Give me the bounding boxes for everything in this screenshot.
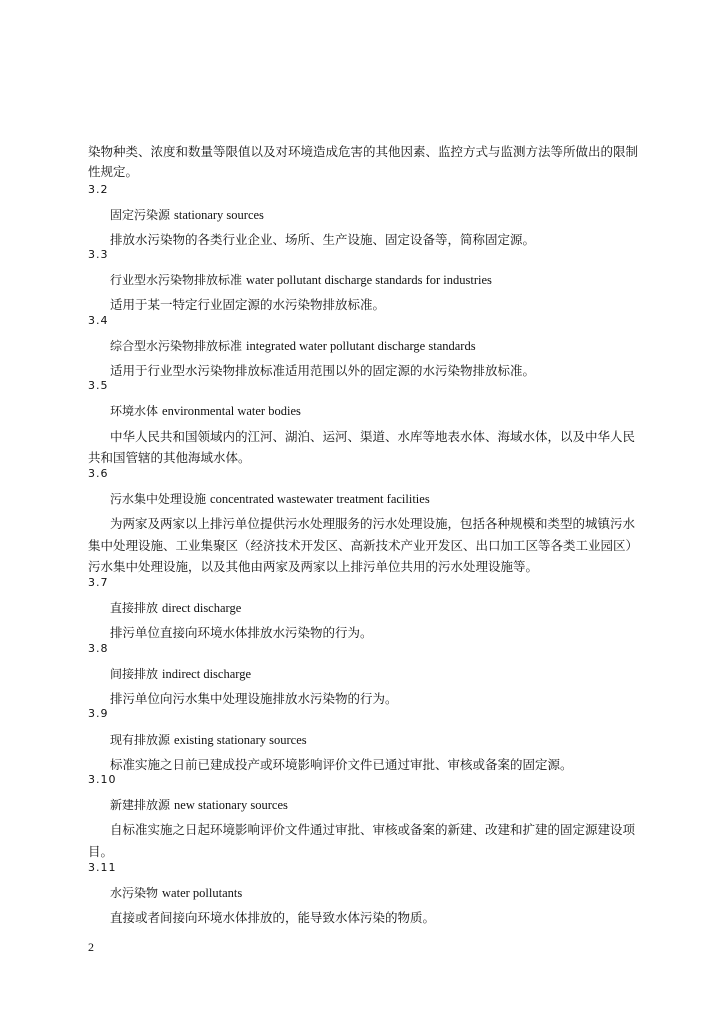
- definition-line: 中华人民共和国领域内的江河、湖泊、运河、渠道、水库等地表水体、海域水体，以及中华人民: [110, 429, 636, 444]
- term-en: new stationary sources: [174, 798, 288, 812]
- lead-line-2: 性规定。: [88, 164, 139, 179]
- section-number: 3.5: [88, 379, 109, 392]
- term-zh: 直接排放: [110, 601, 159, 615]
- term-heading: [110, 401, 301, 421]
- term-en: concentrated wastewater treatment facilities: [210, 492, 430, 506]
- term-heading: [110, 598, 241, 618]
- section-number: 3.4: [88, 314, 109, 327]
- term-en: environmental water bodies: [162, 404, 301, 418]
- definition-line: 共和国管辖的其他海域水体。: [88, 450, 251, 465]
- term-zh: 现有排放源: [110, 733, 171, 747]
- term-heading: [110, 795, 288, 815]
- definition-line: 排污单位直接向环境水体排放水污染物的行为。: [110, 625, 373, 640]
- definition-line: 目。: [88, 844, 114, 859]
- term-en: water pollutants: [162, 886, 243, 900]
- section-number: 3.7: [88, 576, 109, 589]
- term-en: integrated water pollutant discharge standards: [246, 339, 476, 353]
- section-number: 3.8: [88, 642, 109, 655]
- term-heading: [110, 336, 476, 356]
- term-zh: 间接排放: [110, 667, 159, 681]
- term-en: water pollutant discharge standards for industries: [246, 273, 492, 287]
- section-number: 3.11: [88, 861, 117, 874]
- term-zh: 固定污染源: [110, 208, 171, 222]
- definition-line: 污水集中处理设施，以及其他由两家及两家以上排污单位共用的污水处理设施等。: [88, 559, 539, 574]
- term-en: direct discharge: [162, 601, 242, 615]
- term-en: stationary sources: [174, 208, 264, 222]
- term-en: indirect discharge: [162, 667, 251, 681]
- term-heading: [110, 489, 430, 509]
- term-en: existing stationary sources: [174, 733, 307, 747]
- definition-line: 直接或者间接向环境水体排放的，能导致水体污染的物质。: [110, 910, 436, 925]
- definition-line: 标准实施之日前已建成投产或环境影响评价文件已通过审批、审核或备案的固定源。: [110, 757, 573, 772]
- section-number: 3.9: [88, 707, 109, 720]
- lead-line-1: 染物种类、浓度和数量等限值以及对环境造成危害的其他因素、监控方式与监测方法等所做出的限制: [88, 144, 639, 159]
- section-number: 3.10: [88, 773, 117, 786]
- term-heading: [110, 270, 492, 290]
- term-zh: 综合型水污染物排放标准: [110, 339, 243, 353]
- term-heading: [110, 664, 251, 684]
- definition-line: 为两家及两家以上排污单位提供污水处理服务的污水处理设施，包括各种规模和类型的城镇污水: [110, 516, 636, 531]
- definition-line: 集中处理设施、工业集聚区（经济技术开发区、高新技术产业开发区、出口加工区等各类工业园区）: [88, 538, 639, 553]
- term-heading: [110, 730, 307, 750]
- section-number: 3.2: [88, 183, 109, 196]
- definition-line: 适用于某一特定行业固定源的水污染物排放标准。: [110, 297, 386, 312]
- term-zh: 行业型水污染物排放标准: [110, 273, 243, 287]
- term-zh: 水污染物: [110, 886, 159, 900]
- term-zh: 新建排放源: [110, 798, 171, 812]
- term-zh: 环境水体: [110, 404, 159, 418]
- section-number: 3.6: [88, 467, 109, 480]
- definition-line: 自标准实施之日起环境影响评价文件通过审批、审核或备案的新建、改建和扩建的固定源建设项: [110, 822, 636, 837]
- page-number: 2: [88, 940, 94, 954]
- definition-line: 排污单位向污水集中处理设施排放水污染物的行为。: [110, 691, 398, 706]
- definition-line: 排放水污染物的各类行业企业、场所、生产设施、固定设备等，简称固定源。: [110, 232, 536, 247]
- term-heading: [110, 883, 242, 903]
- definition-line: 适用于行业型水污染物排放标准适用范围以外的固定源的水污染物排放标准。: [110, 363, 536, 378]
- term-zh: 污水集中处理设施: [110, 492, 207, 506]
- section-number: 3.3: [88, 248, 109, 261]
- term-heading: [110, 205, 264, 225]
